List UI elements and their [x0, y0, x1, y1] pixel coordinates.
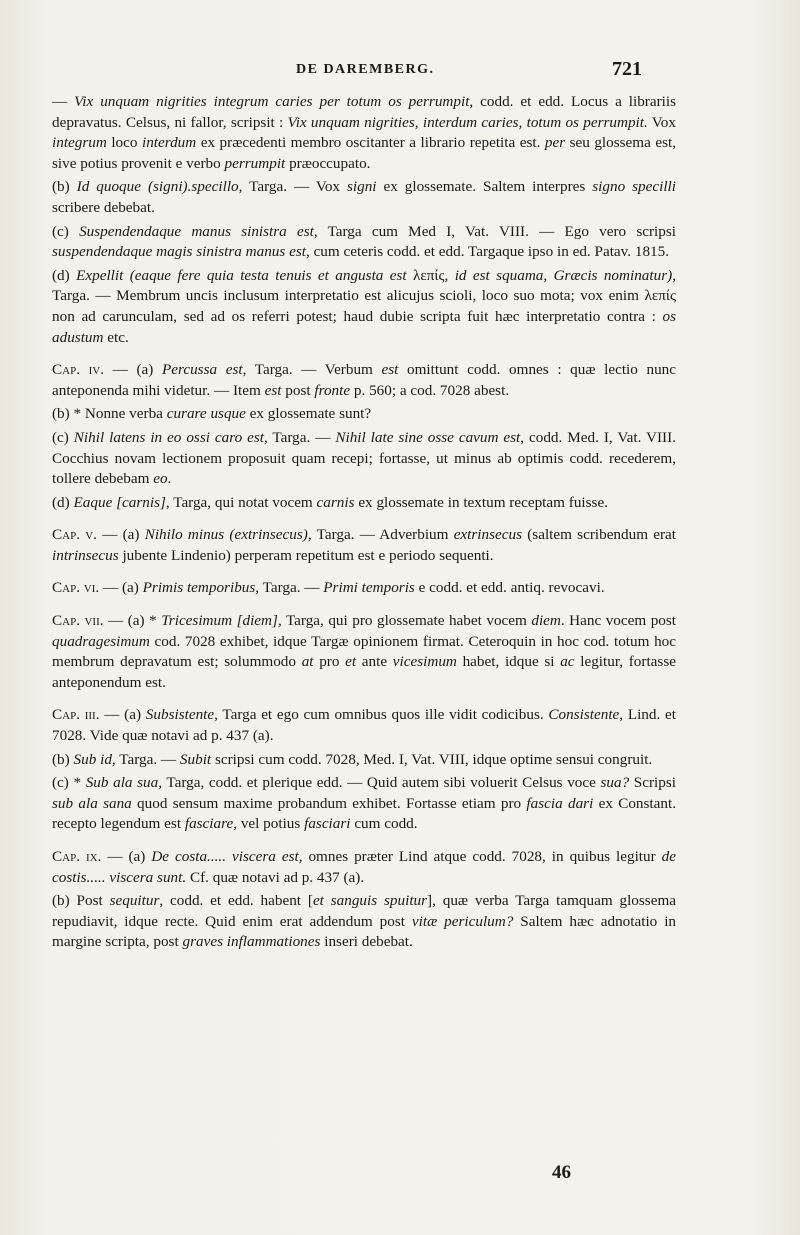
text-segment: , codd. et edd. habent [ [159, 892, 313, 910]
italic-text: est [381, 361, 399, 379]
text-segment: non ad carunculam, sed ad os referri potest; haud dubie scripta fuit hæc interpretatio contra : [52, 307, 663, 325]
text-segment: , Targa. — [255, 579, 324, 597]
italic-text: vicesimum [392, 653, 457, 671]
chapter-label: Cap. v. [52, 526, 97, 544]
italic-text: Sub ala sua, [85, 774, 163, 792]
text-segment: , codd. Med. I, Vat. VIII. Cocchius novam lectionem proposuit quam recepi; fortasse, ut minus ab optimis codd. recederem, tollere debebam [52, 428, 676, 488]
italic-text: Nihil latens in eo ossi caro est [73, 428, 264, 446]
italic-text: , id est squama, Græcis nominatur) [444, 266, 673, 284]
text-segment: λεπίς [644, 287, 676, 305]
italic-text: Consistente [548, 706, 620, 724]
notes-body [52, 92, 676, 956]
note-paragraph [52, 773, 676, 835]
italic-text: sequitur [109, 892, 160, 910]
chapter-label: Cap. vi. [52, 579, 100, 597]
text-segment: pro [313, 653, 346, 671]
text-segment: vel potius [237, 815, 305, 833]
note-paragraph [52, 611, 676, 693]
italic-text: fascia dari [526, 794, 594, 812]
text-segment: Saltem hæc adnotatio in margine scripta, post [52, 912, 677, 951]
italic-text: os adustum [52, 307, 676, 346]
italic-text: Tricesimum [diem] [161, 612, 278, 630]
text-segment: (d) [52, 266, 77, 284]
text-segment: habet, idque si [456, 653, 561, 671]
text-segment: (b) * Nonne verba [52, 405, 167, 423]
note-paragraph [52, 750, 676, 771]
text-segment: , Targa, qui notat vocem [165, 493, 317, 511]
text-segment: . Hanc vocem post [560, 612, 677, 630]
text-segment: — (a) [101, 848, 152, 865]
text-segment: — (a) * [103, 612, 162, 630]
text-segment: ex glossemate. Saltem interpres [376, 178, 593, 196]
text-segment: Targa, codd. et plerique edd. — Quid autem sibi voluerit Celsus voce [162, 774, 601, 792]
text-segment: e codd. et edd. antiq. revocavi. [414, 579, 605, 597]
italic-text: curare usque [166, 405, 246, 423]
italic-text: integrum [52, 134, 107, 152]
italic-text: vitæ periculum? [411, 912, 514, 930]
text-segment: cod. 7028 exhibet, idque Targæ opinionem firmat. Ceteroquin in hoc cod. totum hoc membrum depravatum est; solummodo [52, 632, 676, 671]
text-segment: Scripsi [629, 774, 676, 792]
italic-text: intrinsecus [52, 546, 119, 564]
italic-text: Vix unquam nigrities integrum caries per totum os perrumpit [74, 93, 470, 110]
text-segment: inseri debebat. [320, 933, 413, 951]
text-segment: omittunt codd. omnes : quæ lectio nunc anteponenda mihi videtur. — Item [52, 361, 677, 399]
note-paragraph [52, 578, 676, 599]
italic-text: interdum [141, 134, 197, 152]
note-paragraph [52, 92, 676, 174]
text-segment: (c) [52, 428, 74, 446]
text-segment: — (a) [99, 706, 146, 724]
italic-text: Nihil late sine osse cavum est [335, 428, 521, 446]
text-segment: , Targa. — Vox [238, 178, 347, 196]
text-segment: . [167, 470, 172, 488]
text-segment: λεπίς [413, 266, 445, 284]
text-segment: (b) [52, 750, 74, 768]
running-title: DE DAREMBERG. [296, 62, 435, 77]
note-paragraph [52, 525, 676, 566]
text-segment: , cum ceteris codd. et edd. Targaque ipso in ed. Patav. 1815. [305, 243, 670, 261]
italic-text: signi [346, 178, 377, 196]
text-segment: legitur, fortasse anteponendum est. [52, 653, 676, 691]
italic-text: est [264, 381, 282, 399]
italic-text: perrumpit [224, 154, 286, 172]
italic-text: at [301, 653, 314, 671]
text-segment: præoccupato. [285, 154, 371, 172]
italic-text: De costa..... viscera est [151, 848, 299, 865]
text-segment: Vox [647, 113, 676, 131]
italic-text: Expellit (eaque fere quia testa tenuis et angusta est [76, 266, 414, 284]
text-segment: , Targa. — Verbum [242, 361, 382, 379]
italic-text: extrinsecus [453, 526, 523, 544]
text-segment: p. 560; a cod. 7028 abest. [350, 381, 510, 399]
italic-text: et [345, 653, 357, 671]
italic-text: Suspendendaque manus sinistra est, [79, 222, 318, 240]
text-segment: etc. [103, 328, 129, 346]
note-paragraph [52, 360, 676, 401]
text-segment: , omnes præter Lind atque codd. 7028, in quibus legitur [298, 848, 662, 865]
text-segment: (b) Post [52, 892, 110, 910]
text-segment: , codd. et edd. Locus a librariis depravatus. Celsus, ni fallor, scripsit : [52, 93, 676, 131]
chapter-label: Cap. iv. [52, 361, 105, 379]
note-paragraph [52, 493, 676, 514]
text-segment: , Targa. — Adverbium [307, 526, 454, 544]
text-segment: ex præcedenti membro oscitanter a librario repetita est. [196, 134, 545, 152]
note-paragraph [52, 177, 676, 218]
italic-text: Percussa est [161, 361, 243, 379]
italic-text: per [544, 134, 566, 152]
text-segment: , Targa et ego cum omnibus quos ille vidit codicibus. [214, 706, 549, 724]
italic-text: fronte [314, 381, 351, 399]
note-paragraph [52, 222, 676, 263]
italic-text: Sub id, [73, 750, 116, 768]
italic-text: carnis [316, 493, 355, 511]
italic-text: ac [560, 653, 575, 671]
italic-text: et sanguis spuitur [312, 892, 428, 910]
text-segment: , Targa, qui pro glossemate habet vocem [277, 612, 532, 630]
italic-text: Eaque [carnis] [73, 493, 166, 511]
text-segment: Targa. — [115, 750, 180, 768]
note-paragraph [52, 266, 676, 348]
note-paragraph [52, 404, 676, 425]
italic-text: Primi temporis [323, 579, 415, 597]
text-segment: — (a) [104, 361, 162, 379]
italic-text: signo specilli [592, 178, 676, 196]
text-segment: scribere debebat. [52, 198, 155, 216]
text-segment: jubente Lindenio) perperam repetitum est e periodo sequenti. [118, 546, 494, 564]
text-segment: — [52, 93, 75, 110]
italic-text: fasciari [304, 815, 351, 833]
text-segment: (c) [52, 222, 80, 240]
signature-mark: 46 [552, 1162, 571, 1183]
note-paragraph [52, 847, 676, 888]
italic-text: eo [153, 470, 168, 488]
italic-text: fasciare, [184, 815, 238, 833]
text-segment: Targa cum Med I, Vat. VIII. — Ego vero scripsi [317, 222, 676, 240]
italic-text: Id quoque (signi).specillo [76, 178, 239, 196]
text-segment: quod sensum maxime probandum exhibet. Fortasse etiam pro [131, 794, 527, 812]
text-segment: Cf. quæ notavi ad p. 437 (a). [186, 868, 365, 886]
italic-text: Subit [179, 750, 212, 768]
italic-text: suspendendaque magis sinistra manus est [52, 243, 306, 261]
italic-text: graves inflammationes [182, 933, 321, 951]
italic-text: Vix unquam nigrities, interdum caries, totum os perrumpit. [287, 113, 648, 131]
text-segment: ex Constant. recepto legendum est [52, 794, 676, 833]
text-segment: (c) * [52, 774, 86, 792]
text-segment: (saltem scribendum erat [522, 526, 677, 544]
page-number: 721 [612, 58, 642, 80]
text-segment: cum codd. [350, 815, 418, 833]
note-paragraph [52, 891, 676, 953]
text-segment: — (a) [96, 526, 145, 544]
text-segment: ex glossemate in textum receptam fuisse. [354, 493, 608, 511]
text-segment: (b) [52, 178, 77, 196]
chapter-label: Cap. vii. [52, 612, 104, 630]
text-segment: ex glossemate sunt? [245, 405, 372, 423]
text-segment: (d) [52, 493, 74, 511]
italic-text: quadragesimum [52, 632, 150, 650]
chapter-label: Cap. ix. [52, 848, 102, 865]
text-segment: loco [106, 134, 142, 152]
italic-text: Nihilo minus (extrinsecus) [144, 526, 308, 544]
text-segment: ], quæ verba Targa tamquam glossema repudiavit, idque recte. Quid enim erat addendum post [52, 892, 676, 930]
running-head [0, 58, 800, 82]
text-segment: ante [356, 653, 393, 671]
text-segment: , Targa. — [263, 428, 336, 446]
text-segment: post [281, 381, 315, 399]
text-segment: — (a) [99, 579, 143, 597]
italic-text: sua? [600, 774, 630, 792]
chapter-label: Cap. iii. [52, 706, 100, 724]
italic-text: sub ala sana [52, 794, 132, 812]
text-segment: scripsi cum codd. 7028, Med. I, Vat. VIII, idque optime sensui congruit. [211, 750, 653, 768]
text-segment: , Lind. et 7028. Vide quæ notavi ad p. 437 (a). [52, 706, 676, 745]
italic-text: Subsistente [145, 706, 215, 724]
italic-text: diem [531, 612, 561, 630]
note-paragraph [52, 428, 676, 490]
note-paragraph [52, 705, 676, 746]
text-segment: seu glossema est, sive potius provenit e verbo [52, 134, 676, 172]
italic-text: Primis temporibus [142, 579, 256, 597]
text-segment: , Targa. — Membrum uncis inclusum interpretatio est alicujus scioli, loco suo mota; vox enim [52, 266, 676, 305]
italic-text: de costis..... viscera sunt. [52, 848, 676, 886]
